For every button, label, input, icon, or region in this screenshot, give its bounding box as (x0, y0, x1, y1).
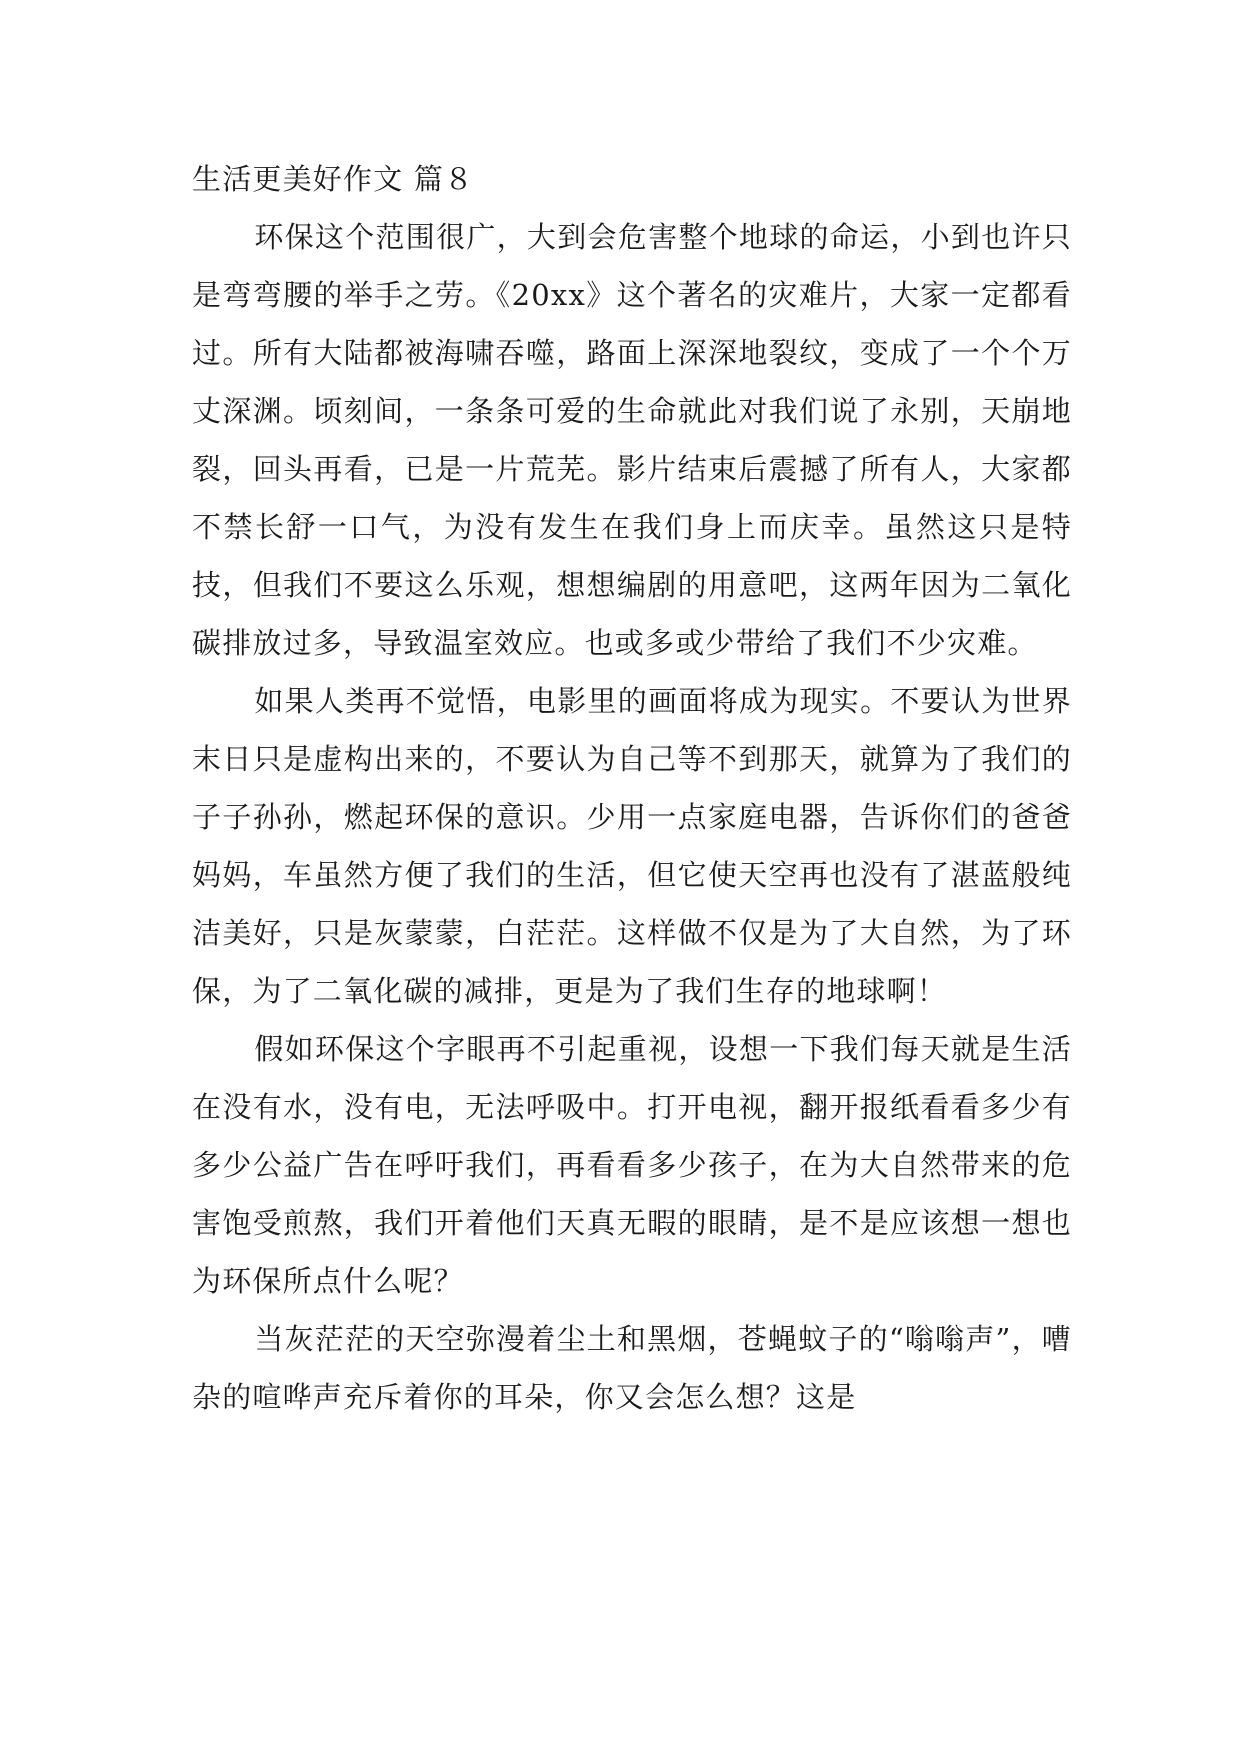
document-body (192, 150, 1072, 1426)
paragraph-1: 环保这个范围很广，大到会危害整个地球的命运，小到也许只是弯弯腰的举手之劳。《20xx》这个著名的灾难片，大家一定都看过。所有大陆都被海啸吞噬，路面上深深地裂纹，变成了一个个万丈深渊。顷刻间，一条条可爱的生命就此对我们说了永别，天崩地裂，回头再看，已是一片荒芜。影片结束后震撼了所有人，大家都不禁长舒一口气，为没有发生在我们身上而庆幸。虽然这只是特技，但我们不要这么乐观，想想编剧的用意吧，这两年因为二氧化碳排放过多，导致温室效应。也或多或少带给了我们不少灾难。 (192, 220, 1072, 660)
paragraph-4: 当灰茫茫的天空弥漫着尘土和黑烟，苍蝇蚊子的“嗡嗡声”，嘈杂的喧哗声充斥着你的耳朵，你又会怎么想？这是 (192, 1322, 1072, 1414)
paragraph-2: 如果人类再不觉悟，电影里的画面将成为现实。不要认为世界末日只是虚构出来的，不要认为自己等不到那天，就算为了我们的子子孙孙，燃起环保的意识。少用一点家庭电器，告诉你们的爸爸妈妈，车虽然方便了我们的生活，但它使天空再也没有了湛蓝般纯洁美好，只是灰蒙蒙，白茫茫。这样做不仅是为了大自然，为了环保，为了二氧化碳的减排，更是为了我们生存的地球啊！ (192, 684, 1072, 1008)
document-title: 生活更美好作文 篇８ (192, 162, 475, 196)
paragraph-3: 假如环保这个字眼再不引起重视，设想一下我们每天就是生活在没有水，没有电，无法呼吸中。打开电视，翻开报纸看看多少有多少公益广告在呼吁我们，再看看多少孩子，在为大自然带来的危害饱受煎熬，我们开着他们天真无暇的眼睛，是不是应该想一想也为环保所点什么呢？ (192, 1032, 1072, 1298)
